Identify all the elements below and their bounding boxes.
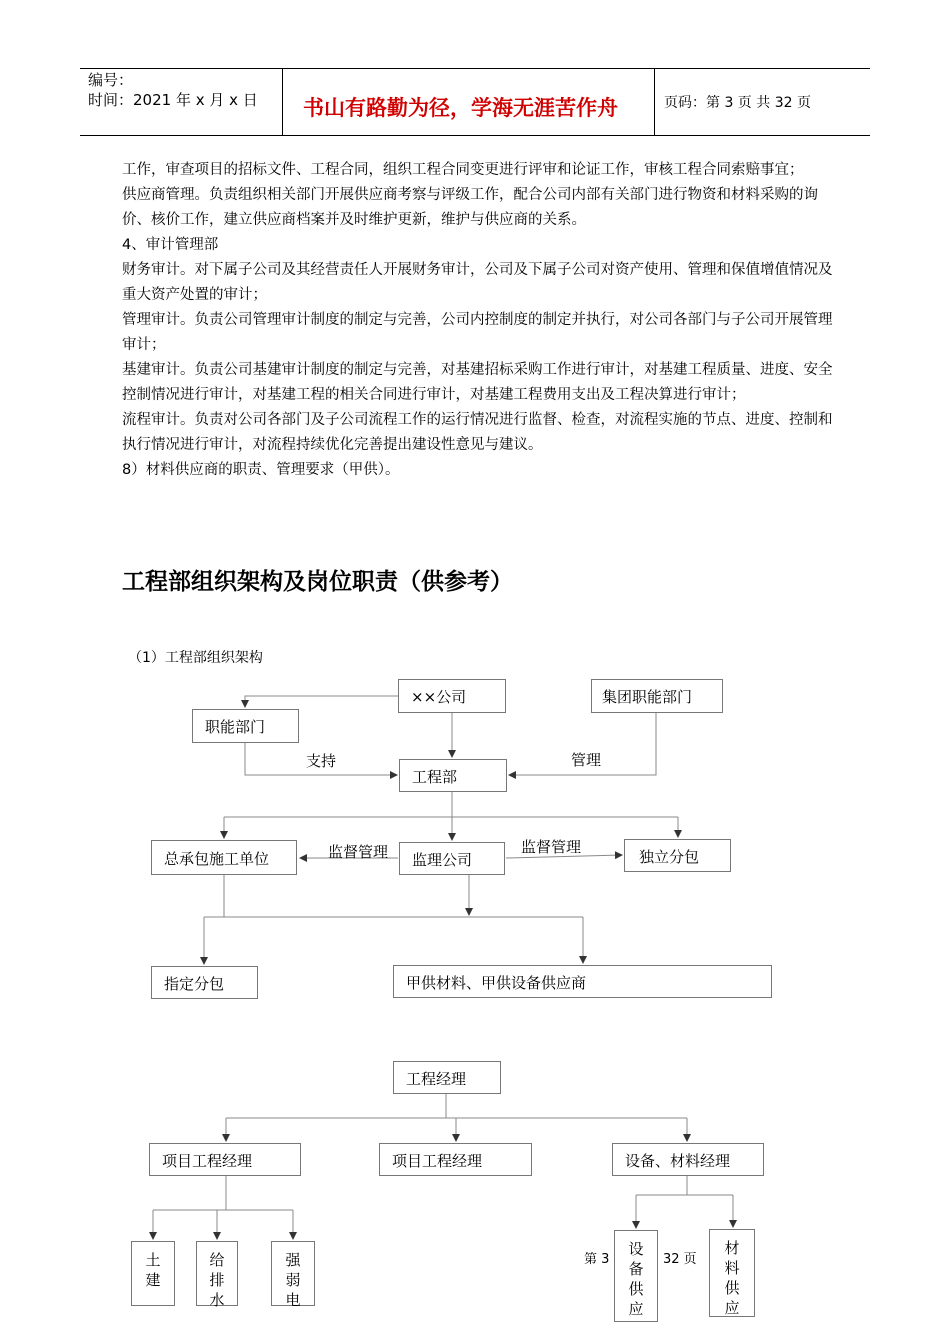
paragraph-construction-audit: 基建审计。负责公司基建审计制度的制定与完善，对基建招标采购工作进行审计，对基建工程质量、进度、安全控制情况进行审计，对基建工程的相关合同进行审计，对基建工程费用支出及工程决算进行审计；	[122, 362, 833, 403]
chart-caption: （1）工程部组织架构	[128, 650, 263, 666]
node-eng-manager: 工程经理	[393, 1061, 501, 1094]
node-plumbing-label: 给排水	[209, 1251, 225, 1309]
node-civil	[131, 1241, 175, 1306]
node-project-manager-1: 项目工程经理	[149, 1143, 301, 1176]
node-group-dept: 集团职能部门	[591, 679, 723, 713]
node-equip-supply-label: 设备供应	[628, 1240, 644, 1318]
node-func-dept: 职能部门	[192, 709, 299, 743]
node-eng-dept: 工程部	[399, 759, 507, 792]
node-general-contractor: 总承包施工单位	[151, 840, 297, 875]
paragraph-financial-audit: 财务审计。对下属子公司及其经营责任人开展财务审计，公司及下属子公司对资产使用、管理和保值增值情况及重大资产处置的审计；	[122, 262, 833, 303]
node-civil-label: 土建	[145, 1251, 161, 1289]
paragraph-process-audit: 流程审计。负责对公司各部门及子公司流程工作的运行情况进行监督、检查，对流程实施的节点、进度、控制和执行情况进行审计，对流程持续优化完善提出建设性意见与建议。	[122, 412, 833, 453]
paragraph-management-audit: 管理审计。负责公司管理审计制度的制定与完善，公司内控制度的制定并执行，对公司各部门与子公司开展管理审计；	[122, 312, 833, 353]
node-equip-supply	[614, 1230, 658, 1322]
label-supervise-left: 监督管理	[328, 843, 389, 861]
paragraph-audit-heading: 4、审计管理部	[122, 237, 219, 253]
paragraph-supplier-management: 供应商管理。负责组织相关部门开展供应商考察与评级工作，配合公司内部有关部门进行物资和材料采购的询价、核价工作，建立供应商档案并及时维护更新，维护与供应商的关系。	[122, 187, 818, 228]
node-material-supply-label: 材料供应	[724, 1239, 740, 1317]
paragraph-contract-review: 工作，审查项目的招标文件、工程合同，组织工程合同变更进行评审和论证工作，审核工程合同索赔事宜；	[122, 162, 804, 178]
node-equip-manager: 设备、材料经理	[612, 1143, 764, 1176]
node-electrical-label: 强弱电	[285, 1251, 301, 1309]
node-supervision-company: 监理公司	[399, 842, 505, 875]
node-plumbing	[196, 1241, 238, 1309]
node-company: ××公司	[398, 679, 506, 713]
header-motto: 书山有路勤为径，学海无涯苦作舟	[303, 96, 618, 120]
node-suppliers: 甲供材料、甲供设备供应商	[393, 965, 772, 998]
label-manage: 管理	[571, 751, 602, 769]
node-project-manager-2: 项目工程经理	[379, 1143, 532, 1176]
paragraph-supplier-duties: 8）材料供应商的职责、管理要求（甲供）。	[122, 462, 400, 478]
header-time-label: 时间：2021 年 x 月 x 日	[88, 91, 258, 109]
section-title: 工程部组织架构及岗位职责（供参考）	[122, 569, 513, 595]
header-number-label: 编号：	[88, 71, 134, 89]
footer-page-right: 32 页	[663, 1252, 697, 1267]
footer-page-left: 第 3	[584, 1252, 610, 1267]
node-designated-sub: 指定分包	[151, 966, 258, 999]
label-support: 支持	[306, 752, 337, 770]
header-page-label: 页码：第 3 页 共 32 页	[664, 95, 811, 111]
node-independent-sub: 独立分包	[624, 839, 731, 872]
node-material-supply	[709, 1229, 755, 1317]
node-electrical	[271, 1241, 315, 1309]
label-supervise-right: 监督管理	[521, 838, 582, 856]
